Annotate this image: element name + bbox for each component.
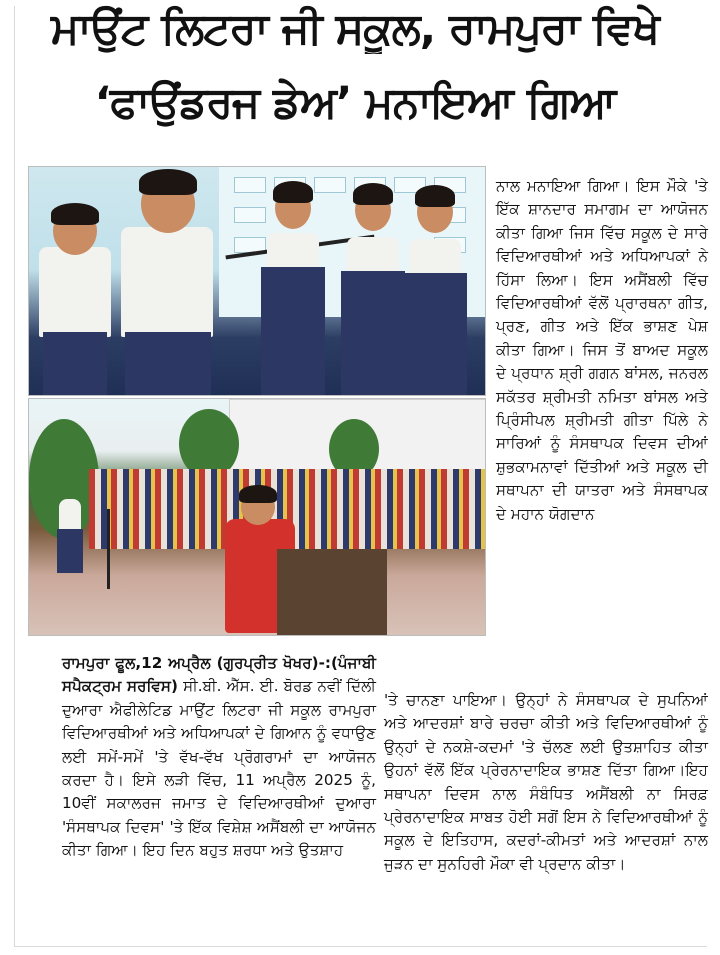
article-paragraph: ਸੀ.ਬੀ. ਐੱਸ. ਈ. ਬੋਰਡ ਨਵੀਂ ਦਿੱਲੀ ਦੁਆਰਾ ਐਫੀਲੇਟਿਡ ਮਾਉਂਟ ਲਿਟਰਾ ਜੀ ਸਕੂਲ ਰਾਮਪੁਰਾ ਵਿਦਿਆਰਥੀਆਂ ਅਤੇ ਅਧਿਆਪਕਾਂ ਦੇ ਗਿਆਨ ਨੂੰ ਵਧਾਉਣ ਲਈ ਸਮੇਂ-ਸਮੇਂ 'ਤੇ ਵੱਖ-ਵੱਖ ਪ੍ਰੋਗਰਾਮਾਂ ਦਾ ਆਯੋਜਨ ਕਰਦਾ ਹੈ। ਇਸੇ ਲੜੀ ਵਿੱਚ, 11 ਅਪ੍ਰੈਲ 2025 ਨੂੰ, 10ਵੀਂ ਸਕਾਲਰਜ ਜਮਾਤ ਦੇ ਵਿਦਿਆਰਥੀਆਂ ਦੁਆਰਾ 'ਸੰਸਥਾਪਕ ਦਿਵਸ' 'ਤੇ ਇੱਕ ਵਿਸ਼ੇਸ਼ ਅਸੈਂਬਲੀ ਦਾ ਆਯੋਜਨ ਕੀਤਾ ਗਿਆ। ਇਹ ਦਿਨ ਬਹੁਤ ਸ਼ਰਧਾ ਅਤੇ ਉਤਸ਼ਾਹ xyxy=(62,677,377,860)
article-column-bottom-right xyxy=(384,689,708,876)
podium xyxy=(277,549,387,635)
article-column-right xyxy=(496,175,708,526)
article-column-left xyxy=(62,652,376,863)
article-paragraph: ਨਾਲ ਮਨਾਇਆ ਗਿਆ। ਇਸ ਮੌਕੇ 'ਤੇ ਇੱਕ ਸ਼ਾਨਦਾਰ ਸਮਾਗਮ ਦਾ ਆਯੋਜਨ ਕੀਤਾ ਗਿਆ ਜਿਸ ਵਿੱਚ ਸਕੂਲ ਦੇ ਸਾਰੇ ਵਿਦਿਆਰਥੀਆਂ ਅਤੇ ਅਧਿਆਪਕਾਂ ਨੇ ਹਿੱਸਾ ਲਿਆ। ਇਸ ਅਸੈਂਬਲੀ ਵਿੱਚ ਵਿਦਿਆਰਥੀਆਂ ਵੱਲੋਂ ਪ੍ਰਾਰਥਨਾ ਗੀਤ, ਪ੍ਰਣ, ਗੀਤ ਅਤੇ ਇੱਕ ਭਾਸ਼ਣ ਪੇਸ਼ ਕੀਤਾ ਗਿਆ। ਜਿਸ ਤੋਂ ਬਾਅਦ ਸਕੂਲ ਦੇ ਪ੍ਰਧਾਨ ਸ਼੍ਰੀ ਗਗਨ ਬਾਂਸਲ, ਜਨਰਲ ਸਕੱਤਰ ਸ਼੍ਰੀਮਤੀ ਨਮਿਤਾ ਬਾਂਸਲ ਅਤੇ ਪ੍ਰਿੰਸੀਪਲ ਸ਼੍ਰੀਮਤੀ ਗੀਤਾ ਪਿੱਲੇ ਨੇ ਸਾਰਿਆਂ ਨੂੰ ਸੰਸਥਾਪਕ ਦਿਵਸ ਦੀਆਂ ਸ਼ੁਭਕਾਮਨਾਵਾਂ ਦਿੱਤੀਆਂ ਅਤੇ ਸਕੂਲ ਦੀ ਸਥਾਪਨਾ ਦੀ ਯਾਤਰਾ ਅਤੇ ਸੰਸਥਾਪਕ ਦੇ ਮਹਾਨ ਯੋਗਦਾਨ xyxy=(496,177,708,523)
article-dateline: ਰਾਮਪੁਰਾ ਫੂਲ,12 ਅਪ੍ਰੈਲ (ਗੁਰਪ੍ਰੀਤ ਖੋਖਰ)-:(ਪੰਜਾਬੀ ਸਪੈਕਟ੍ਰਮ ਸਰਵਿਸ) xyxy=(62,654,376,696)
outdoor-assembly-photo xyxy=(28,398,486,636)
headline-line-1: ਮਾਉਂਟ ਲਿਟਰਾ ਜੀ ਸਕੂਲ, ਰਾਮਪੁਰਾ ਵਿਖੇ xyxy=(51,4,659,54)
assembly-stage-photo xyxy=(28,166,486,396)
article-paragraph: 'ਤੇ ਚਾਨਣਾ ਪਾਇਆ। ਉਨ੍ਹਾਂ ਨੇ ਸੰਸਥਾਪਕ ਦੇ ਸੁਪਨਿਆਂ ਅਤੇ ਆਦਰਸ਼ਾਂ ਬਾਰੇ ਚਰਚਾ ਕੀਤੀ ਅਤੇ ਵਿਦਿਆਰਥੀਆਂ ਨੂੰ ਉਨ੍ਹਾਂ ਦੇ ਨਕਸ਼ੇ-ਕਦਮਾਂ 'ਤੇ ਚੱਲਣ ਲਈ ਉਤਸ਼ਾਹਿਤ ਕੀਤਾ ਉਹਨਾਂ ਵੱਲੋਂ ਇੱਕ ਪ੍ਰੇਰਨਾਦਾਇਕ ਭਾਸ਼ਣ ਦਿੱਤਾ ਗਿਆ।ਇਹ ਸਥਾਪਨਾ ਦਿਵਸ ਨਾਲ ਸੰਬੰਧਿਤ ਅਸੈਂਬਲੀ ਨਾ ਸਿਰਫ਼ ਪ੍ਰੇਰਨਾਦਾਇਕ ਸਾਬਤ ਹੋਈ ਸਗੋਂ ਇਸ ਨੇ ਵਿਦਿਆਰਥੀਆਂ ਨੂੰ ਸਕੂਲ ਦੇ ਇਤਿਹਾਸ, ਕਦਰਾਂ-ਕੀਮਤਾਂ ਅਤੇ ਆਦਰਸ਼ਾਂ ਨਾਲ ਜੁੜਨ ਦਾ ਸੁਨਹਿਰੀ ਮੌਕਾ ਵੀ ਪ੍ਰਦਾਨ ਕੀਤਾ। xyxy=(384,691,708,873)
headline-line-2: ‘ਫਾਉਂਡਰਜ ਡੇਅ’ ਮਨਾਇਆ ਗਿਆ xyxy=(94,78,616,128)
